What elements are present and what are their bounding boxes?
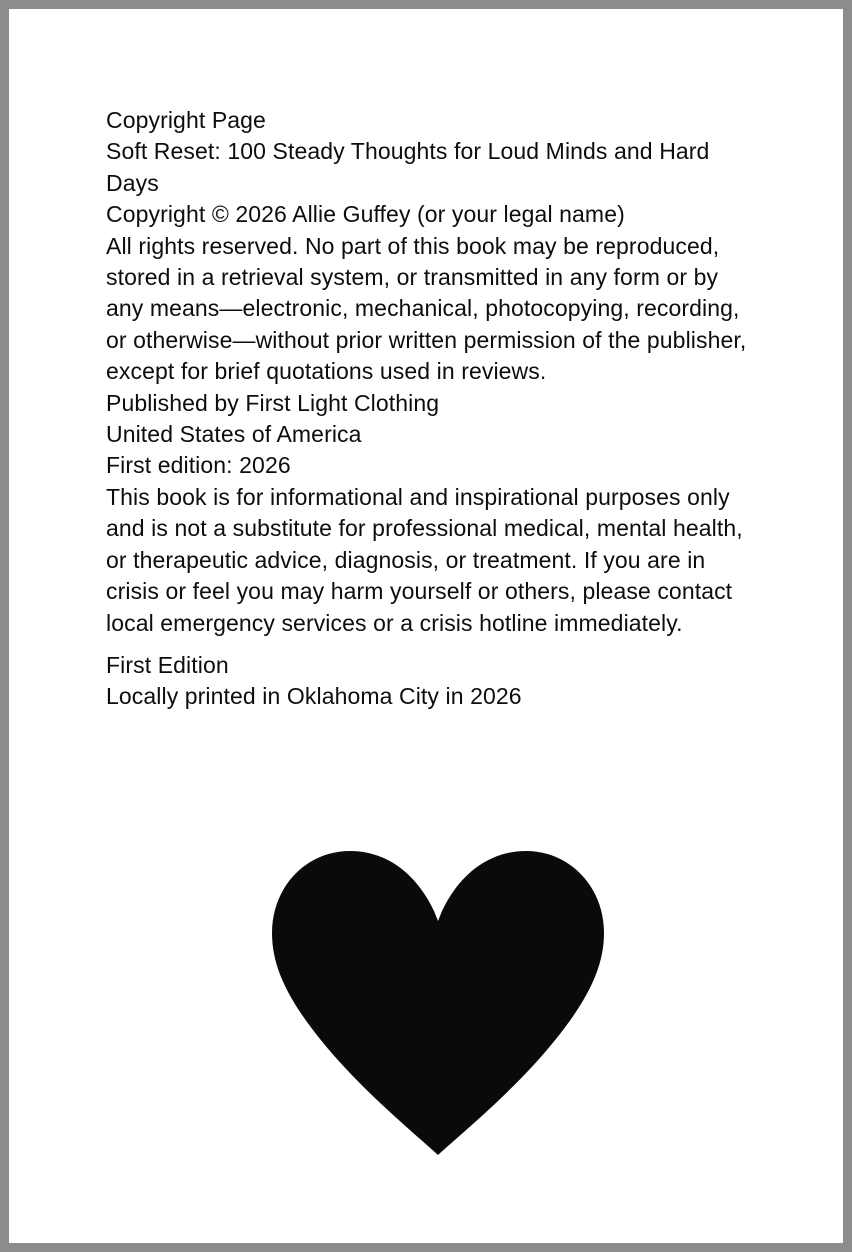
book-page — [9, 9, 843, 1243]
disclaimer-paragraph: This book is for informational and inspirational purposes only and is not a substitute for professional medical, mental health, or therapeutic advice, diagnosis, or treatment. If you are in crisis or feel you may harm yourself or others, please contact local emergency services or a crisis hotline immediately. — [106, 483, 750, 636]
all-rights-reserved-paragraph: All rights reserved. No part of this book may be reproduced, stored in a retrieval system, or transmitted in any form or by any means—electronic, mechanical, photocopying, recording, or otherwise—without prior written permission of the publisher, except for brief quotations used in reviews. — [106, 232, 753, 385]
country-line: United States of America — [106, 421, 362, 448]
page-title: Copyright Page — [106, 107, 266, 133]
book-title: Soft Reset: 100 Steady Thoughts for Loud Minds and Hard Days — [106, 138, 716, 196]
heart-icon — [264, 835, 612, 1165]
heart-icon-glyph — [264, 835, 612, 1165]
edition-label: First Edition — [106, 651, 229, 678]
printing-location-line: Locally printed in Oklahoma City in 2026 — [106, 683, 522, 710]
first-edition-year-line: First edition: 2026 — [106, 452, 291, 479]
copyright-notice: Copyright © 2026 Allie Guffey (or your legal name) — [106, 201, 625, 228]
copyright-page-content — [106, 105, 756, 713]
publisher-line: Published by First Light Clothing — [106, 389, 440, 416]
